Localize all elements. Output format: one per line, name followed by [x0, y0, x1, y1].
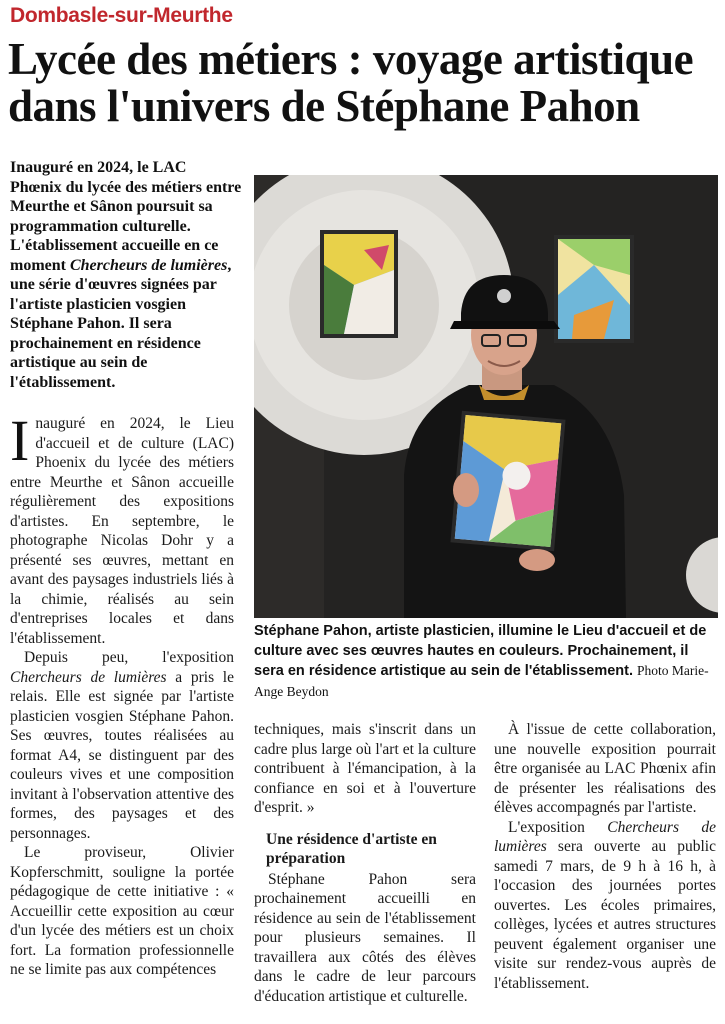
body-paragraph-3-continued: techniques, mais s'inscrit dans un cadre plus large où l'art et la culture contribuent à l'émancipation, à la confiance en soi et à l'ouverture d'esprit. » [254, 721, 476, 816]
article-photo [254, 175, 718, 618]
body-paragraph-2-text-2: a pris le relais. Elle est signée par l'artiste plasticien vosgien Stéphane Pahon. Ses œuvres, toutes réalisées au format A4, se distinguent par des couleurs vives et une composition invitant à l'observation attentive des formes, des paysages et des personnages. [10, 668, 234, 842]
drop-cap: I [10, 408, 30, 473]
lead-exhibition-title: Chercheurs de lumières [69, 256, 228, 274]
painting-left [320, 230, 398, 338]
headline: Lycée des métiers : voyage artistique dans l'univers de Stéphane Pahon [8, 34, 694, 131]
subheading: Une résidence d'artiste en préparation [266, 830, 437, 867]
body-paragraph-6-text-1: L'exposition [508, 818, 608, 836]
photo-caption [254, 622, 720, 702]
body-column-2 [254, 720, 476, 1006]
body-paragraph-5: À l'issue de cette collaboration, une nouvelle exposition pourrait être organisée au LAC Phœnix afin de présenter les réalisations des élèves accompagnés par l'artiste. [494, 721, 716, 816]
body-paragraph-6 [494, 818, 716, 994]
body-paragraph-2-italic: Chercheurs de lumières [10, 668, 167, 686]
body-paragraph-2-text-1: Depuis peu, l'exposition [24, 649, 234, 666]
body-column-1 [10, 408, 234, 980]
caption-text: Stéphane Pahon, artiste plasticien, illumine le Lieu d'accueil et de culture avec ses œuvres hautes en couleurs. Prochainement, il sera en résidence artistique au sein de l'établissement. [254, 623, 707, 679]
body-paragraph-3: Le proviseur, Olivier Kopferschmitt, souligne la portée pédagogique de cette initiative : « Accueillir cette exposition au cœur d'un lycée des métiers est un choix fort. La formation professionnelle ne se limite pas aux compétences [10, 844, 234, 978]
section-kicker: Dombasle-sur-Meurthe [10, 4, 233, 27]
body-paragraph-6-italic: Chercheurs de lumières [494, 818, 716, 855]
photo-credit: Photo Marie-Ange Beydon [254, 663, 709, 699]
body-paragraph-6-text-2: sera ouverte au public samedi 7 mars, de 9 h à 16 h, à l'occasion des journées portes ouvertes. Les écoles primaires, collèges, lycées et autres structures peuvent également organiser une visite sur rendez-vous auprès de l'établissement. [494, 838, 716, 992]
lead-paragraph [10, 158, 242, 392]
body-paragraph-1-text: nauguré en 2024, le Lieu d'accueil et de culture (LAC) Phoenix du lycée des métiers entre Meurthe et Sânon accueille régulièrement des expositions d'artistes. En septembre, le photographe Nicolas Dohr y a présenté ses œuvres, mettant en avant des paysages industriels liés à la chimie, réalisés au sein d'entreprises locales et dans l'établissement. [10, 415, 234, 647]
body-paragraph-2 [10, 648, 234, 843]
body-paragraph-1 [10, 408, 234, 648]
lead-text-2: , une série d'œuvres signées par l'artiste plasticien vosgien Stéphane Pahon. Il sera prochainement en résidence artistique au sein de l'établissement. [10, 256, 232, 391]
lead-text-1: Inauguré en 2024, le LAC Phœnix du lycée des métiers entre Meurthe et Sânon poursuit sa programmation culturelle. L'établissement accueille en ce moment [10, 159, 242, 274]
photo-illustration [254, 175, 718, 618]
body-column-3 [494, 720, 716, 993]
painting-right [554, 235, 634, 343]
body-paragraph-4: Stéphane Pahon sera prochainement accueilli en résidence au sein de l'établissement pour plusieurs semaines. Il travaillera aux côtés des élèves dans le cadre de leur parcours d'éducation artistique et culturelle. [254, 870, 476, 1005]
